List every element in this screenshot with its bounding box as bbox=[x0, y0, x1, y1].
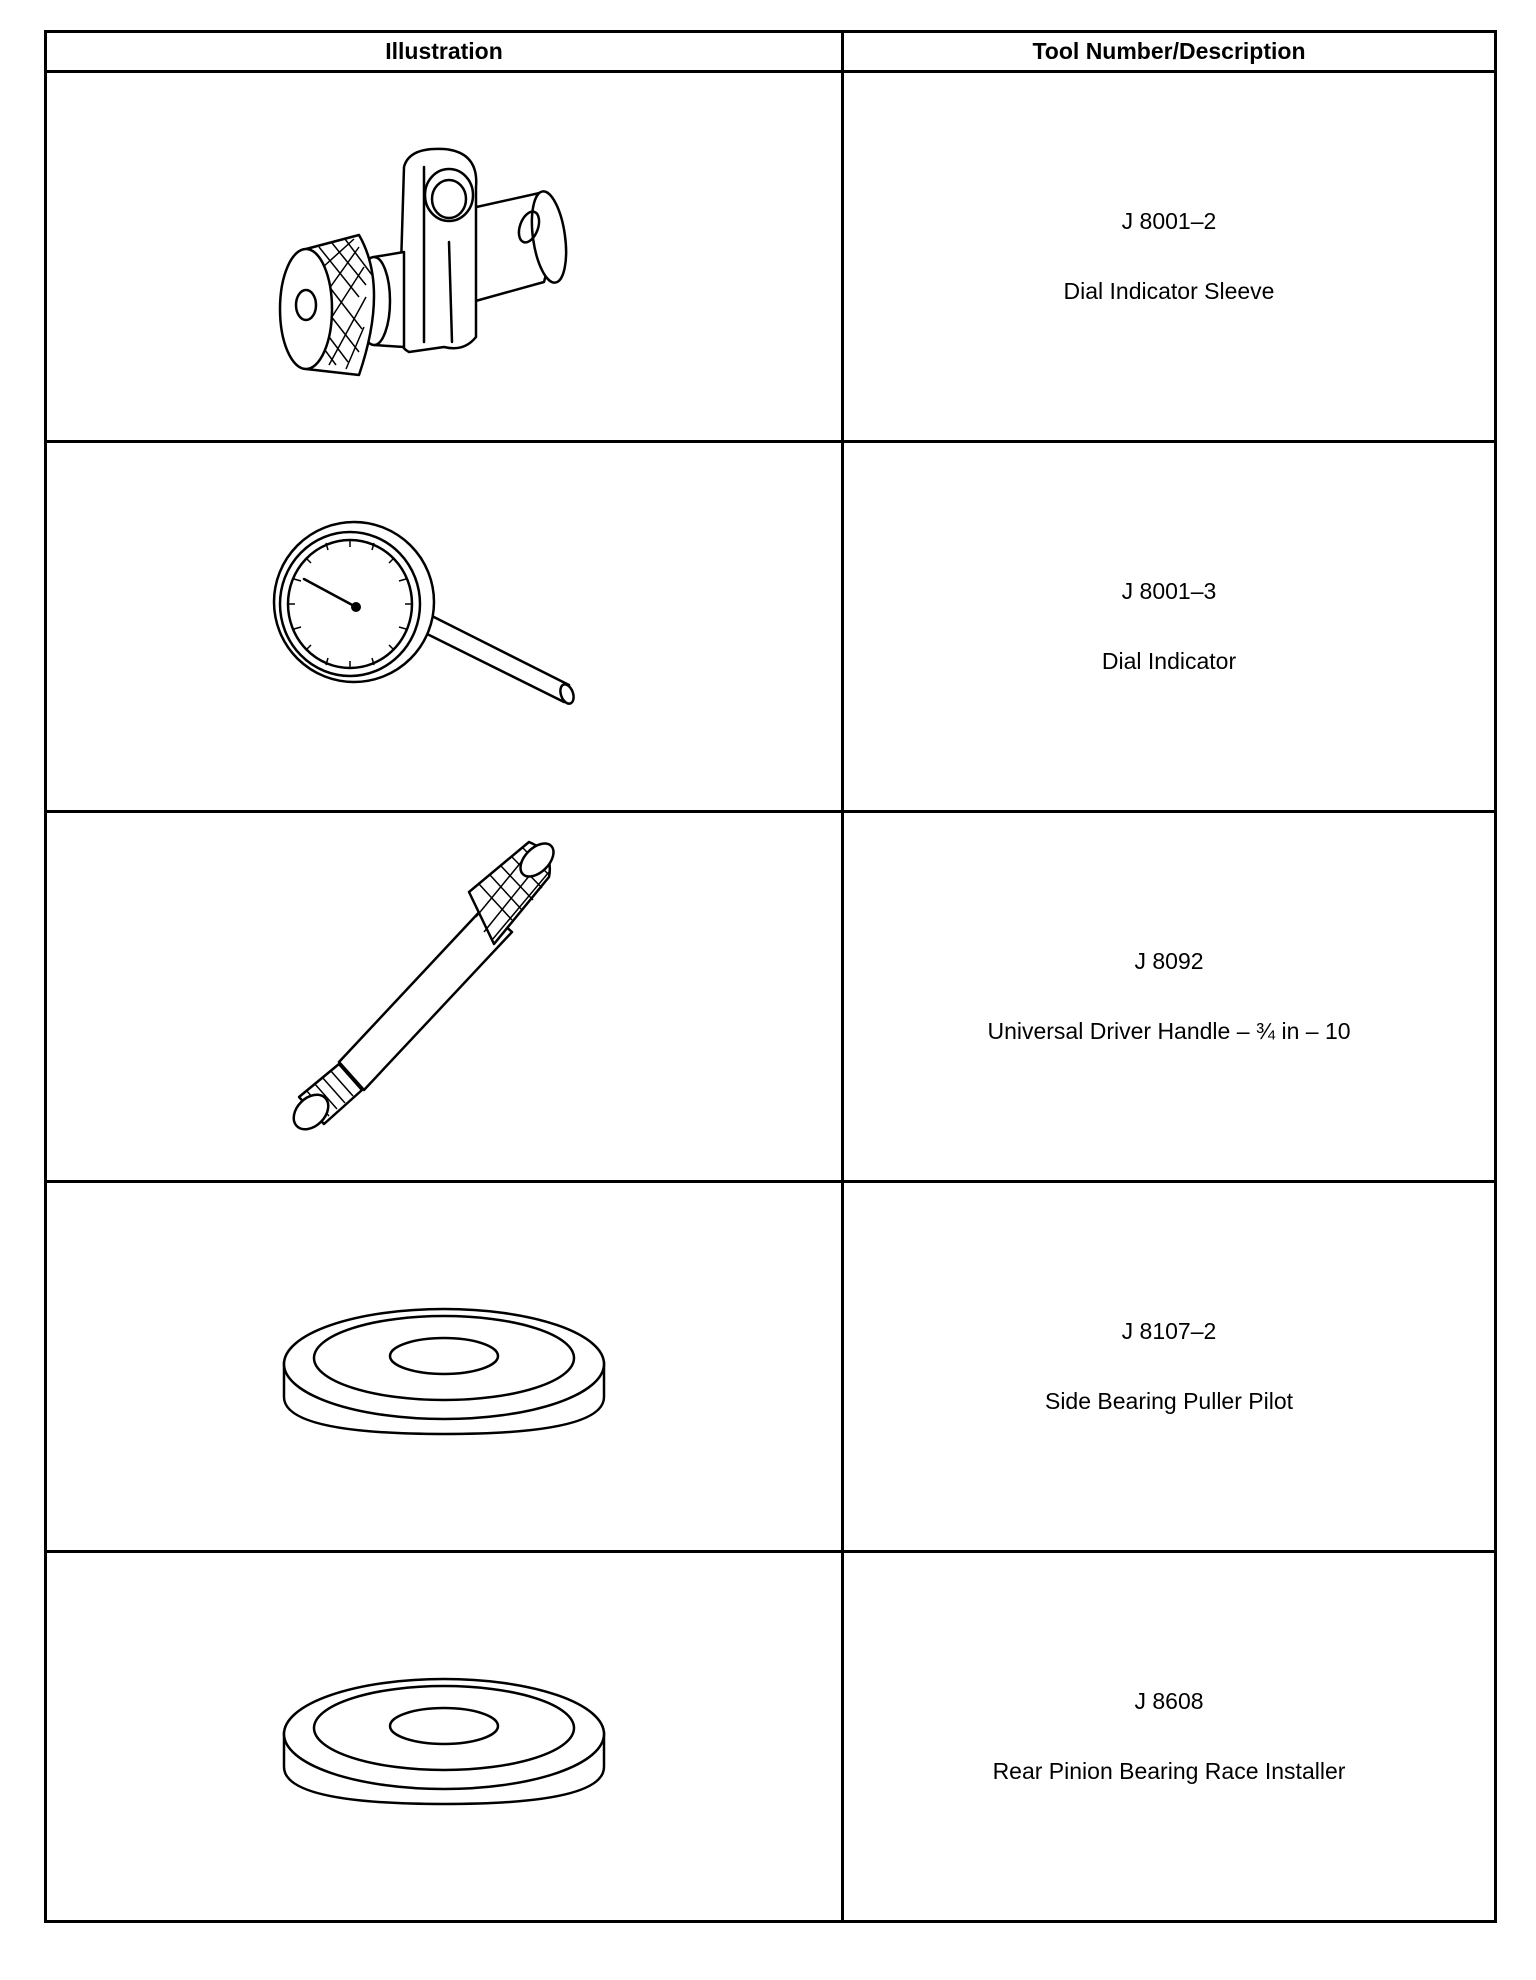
illustration-cell bbox=[46, 1182, 843, 1552]
description-cell bbox=[843, 72, 1496, 442]
illustration-cell bbox=[46, 812, 843, 1182]
illustration-cell bbox=[46, 442, 843, 812]
header-row bbox=[46, 32, 1496, 72]
description-cell bbox=[843, 1182, 1496, 1552]
table-row bbox=[46, 812, 1496, 1182]
tool-table bbox=[44, 30, 1497, 1923]
tool-number: J 8001–2 bbox=[1121, 207, 1217, 234]
header-illustration: Illustration bbox=[46, 32, 843, 72]
description-cell bbox=[843, 1552, 1496, 1922]
tool-description: Universal Driver Handle – ¾ in – 10 bbox=[987, 1017, 1351, 1044]
table-row bbox=[46, 442, 1496, 812]
tool-description: Side Bearing Puller Pilot bbox=[1044, 1387, 1294, 1414]
driver-handle-illustration bbox=[244, 832, 644, 1162]
description-cell bbox=[843, 812, 1496, 1182]
table-row bbox=[46, 72, 1496, 442]
tool-description: Dial Indicator bbox=[1101, 647, 1237, 674]
puller-pilot-illustration bbox=[274, 1292, 614, 1442]
description-cell bbox=[843, 442, 1496, 812]
tool-number: J 8092 bbox=[1134, 947, 1204, 974]
illustration-cell bbox=[46, 1552, 843, 1922]
illustration-cell bbox=[46, 72, 843, 442]
header-tool-description: Tool Number/Description bbox=[843, 32, 1496, 72]
tool-number: J 8001–3 bbox=[1121, 577, 1217, 604]
tool-number: J 8608 bbox=[1134, 1687, 1204, 1714]
tool-description: Rear Pinion Bearing Race Installer bbox=[992, 1757, 1346, 1784]
race-installer-illustration bbox=[274, 1662, 614, 1812]
dial-indicator-sleeve-illustration bbox=[244, 107, 644, 407]
dial-indicator-illustration bbox=[244, 507, 644, 747]
table-row bbox=[46, 1552, 1496, 1922]
table-row bbox=[46, 1182, 1496, 1552]
tool-description: Dial Indicator Sleeve bbox=[1063, 277, 1275, 304]
tool-number: J 8107–2 bbox=[1121, 1317, 1217, 1344]
